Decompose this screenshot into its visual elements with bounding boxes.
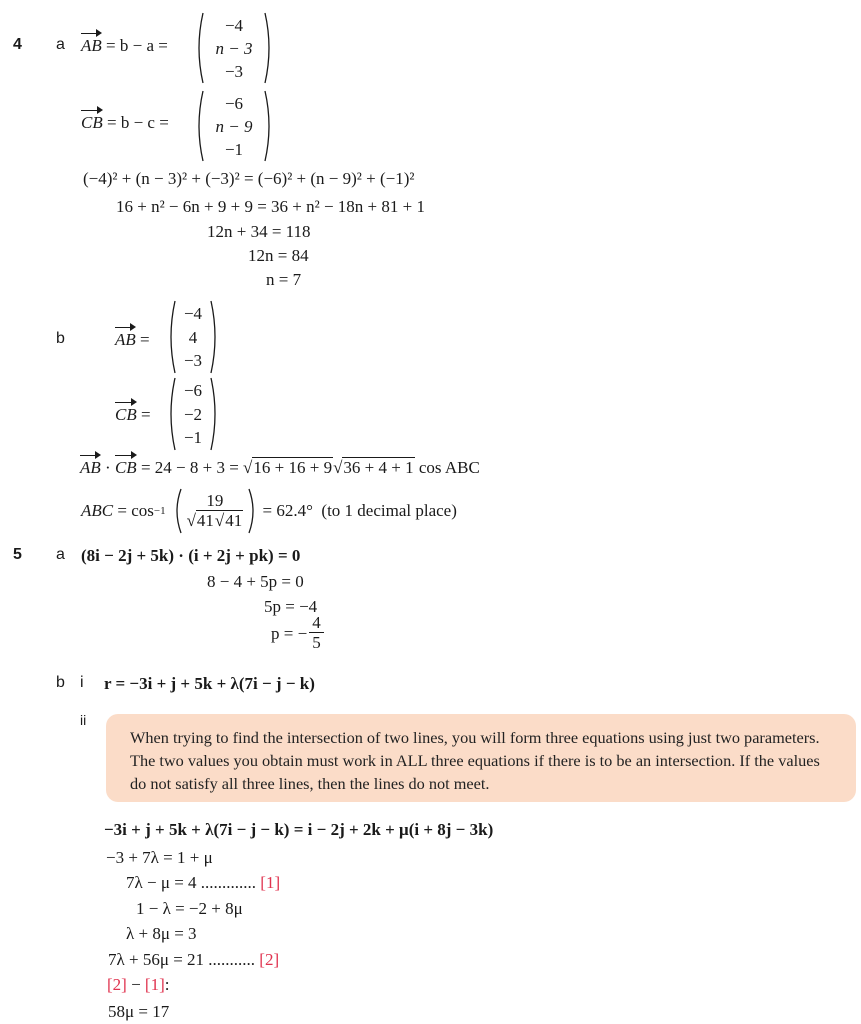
equation-tag-1: [1] [260, 873, 281, 892]
5a-line-3: 5p = −4 [264, 597, 318, 616]
right-paren [264, 12, 274, 84]
vector-entry: −3 [183, 351, 203, 370]
4a-working-line-4: 12n = 84 [248, 246, 309, 265]
5a-line-4 [271, 614, 326, 653]
4b-dot-product-line: AB · CB = 24 − 8 + 3 = √16 + 16 + 9√36 + 4 + 1 cos ABC [80, 458, 480, 477]
4a-cb-equation [81, 113, 169, 133]
4a-working-line-3: 12n + 34 = 118 [207, 222, 311, 241]
fraction-numerator: 19 [203, 492, 226, 511]
4a-working-line-5: n = 7 [266, 270, 302, 289]
right-paren [248, 488, 258, 534]
4a-working-line-2: 16 + n² − 6n + 9 + 9 = 36 + n² − 18n + 81 + 1 [116, 197, 425, 216]
vector-entry: −1 [183, 428, 203, 447]
5a-line-1: (8i − 2j + 5k) · (i + 2j + pk) = 0 [81, 546, 301, 565]
vector-cb-label: CB [81, 113, 103, 132]
fraction-denominator: √41√41 [186, 510, 243, 530]
cb-expression: = b − c = [106, 113, 169, 132]
vector-entry: −4 [224, 16, 244, 35]
5b-ii-eq-2 [126, 873, 280, 893]
fraction [184, 492, 247, 531]
angle-result: = 62.4° [262, 501, 313, 520]
right-paren [210, 377, 220, 451]
equation-ref-1: [1] [144, 975, 165, 994]
4b-ab-column-vector [166, 300, 220, 374]
fraction-denominator: 5 [312, 633, 321, 652]
equation-ref-2: [2] [107, 975, 127, 994]
dot-rhs: = 24 − 8 + 3 = [140, 458, 239, 477]
vector-entry: −3 [224, 62, 244, 81]
vector-entry: −6 [183, 381, 203, 400]
rounding-note: (to 1 decimal place) [321, 501, 457, 520]
vector-entry: 4 [188, 327, 198, 347]
question-number-5: 5 [13, 546, 22, 563]
part-label-5a: a [56, 546, 65, 563]
4b-cb-column-vector [166, 377, 220, 451]
vector-ab-label: AB [115, 330, 136, 349]
ab-expression: = b − a = [106, 36, 168, 55]
subpart-label-ii: ii [80, 712, 87, 728]
equation-text: 7λ + 56μ = 21 ........... [108, 950, 256, 969]
part-label-5b: b [56, 674, 65, 691]
fraction [309, 614, 324, 653]
vector-entry: −6 [224, 94, 244, 113]
part-label-4a: a [56, 36, 65, 53]
5b-ii-main-equation: −3i + j + 5k + λ(7i − j − k) = i − 2j + 2k + μ(i + 8j − 3k) [104, 820, 494, 839]
5b-ii-eq-6: 58μ = 17 [108, 1002, 170, 1021]
radicand: 36 + 4 + 1 [343, 458, 414, 477]
radicand: 16 + 16 + 9 [253, 458, 333, 477]
4a-ab-column-vector [194, 12, 274, 84]
subpart-label-i: i [80, 674, 84, 691]
colon: : [164, 975, 170, 994]
tip-text: When trying to find the intersection of two lines, you will form three equations using just two parameters. The two values you obtain must work in ALL three equations if there is to be an intersection. If the values do not satisfy all three lines, then the lines do not meet. [130, 728, 820, 793]
vector-entry: −2 [183, 404, 203, 424]
5b-ii-eq-1: −3 + 7λ = 1 + μ [106, 848, 213, 867]
left-paren [172, 488, 182, 534]
fraction-numerator: 4 [309, 614, 324, 633]
vector-ab-label: AB [81, 36, 102, 55]
left-paren [194, 90, 204, 162]
4b-angle-line: ABC = cos −1 $\frac{19}{√41√41}$ = 62.4° (to 1 decimal place) [81, 488, 457, 534]
vector-ab-label: AB [80, 458, 101, 477]
equation-text: 7λ − μ = 4 ............. [126, 873, 257, 892]
sqrt-2: √36 + 4 + 1 [333, 458, 414, 477]
left-paren [166, 300, 176, 374]
left-paren [194, 12, 204, 84]
p-equals: p = − [271, 623, 308, 643]
cos-abc: cos ABC [418, 458, 480, 477]
5b-ii-eq-3: 1 − λ = −2 + 8μ [136, 899, 243, 918]
5b-ii-subtraction-step [107, 975, 169, 995]
question-number-4: 4 [13, 36, 22, 53]
5b-ii-eq-5 [108, 950, 279, 970]
sqrt-1: √16 + 16 + 9 [243, 458, 333, 477]
5a-line-2: 8 − 4 + 5p = 0 [207, 572, 304, 591]
right-paren [210, 300, 220, 374]
angle-abc: ABC [81, 501, 114, 520]
5b-i-line-equation: r = −3i + j + 5k + λ(7i − j − k) [104, 674, 315, 693]
4a-working-line-1: (−4)² + (n − 3)² + (−3)² = (−6)² + (n − 9)² + (−1)² [83, 169, 415, 188]
vector-entry: n − 3 [215, 39, 253, 58]
minus: − [126, 975, 145, 994]
equation-tag-2: [2] [259, 950, 280, 969]
right-paren [264, 90, 274, 162]
cos-inverse: = cos [117, 501, 154, 520]
5b-ii-eq-4: λ + 8μ = 3 [126, 924, 197, 943]
4b-cb-equation: CB = [115, 405, 151, 424]
4a-ab-equation [81, 36, 168, 56]
vector-entry: −4 [183, 304, 203, 323]
vector-entry: −1 [224, 140, 244, 159]
vector-cb-label: CB [115, 405, 137, 424]
vector-cb-label: CB [114, 458, 137, 477]
tip-box [106, 714, 856, 802]
vector-entry: n − 9 [215, 117, 253, 136]
4a-cb-column-vector [194, 90, 274, 162]
part-label-4b: b [56, 330, 65, 347]
4b-ab-equation: AB = [115, 330, 150, 349]
left-paren [166, 377, 176, 451]
